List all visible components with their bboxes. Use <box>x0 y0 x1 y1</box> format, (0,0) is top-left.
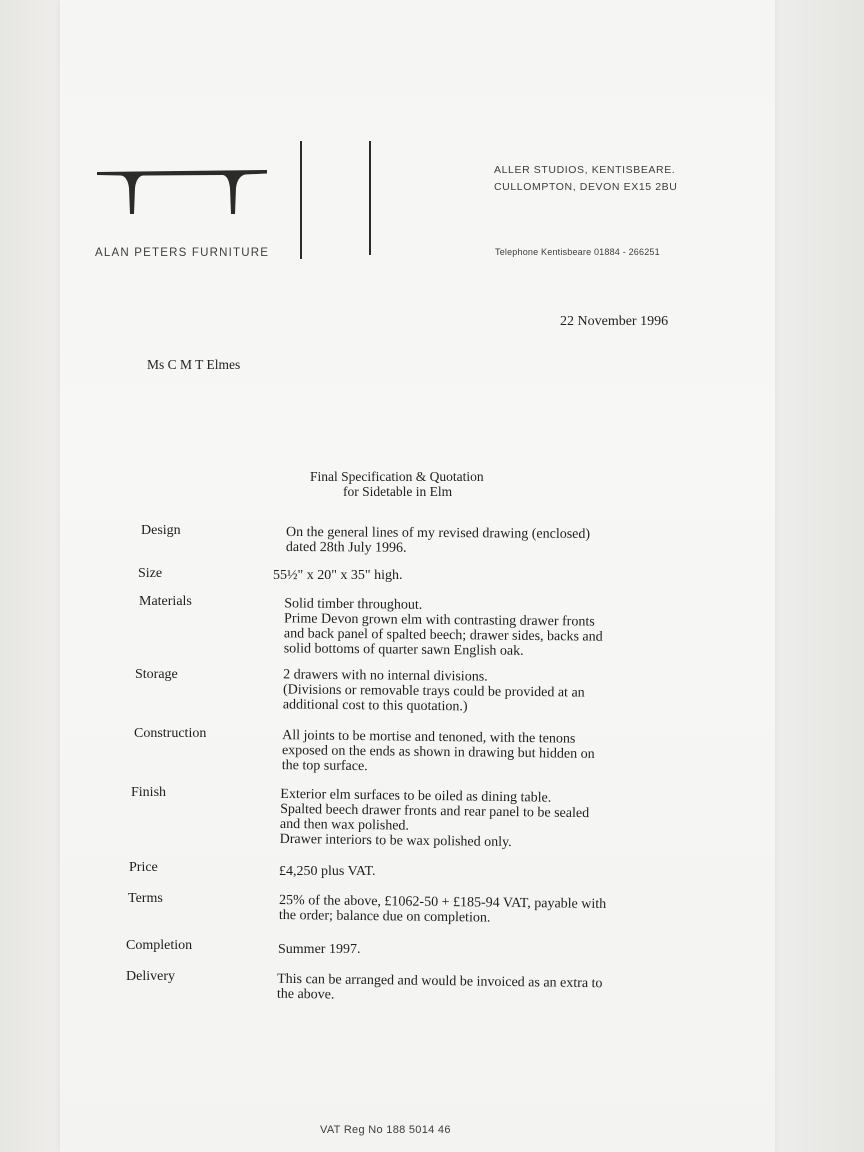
spec-line: Drawer interiors to be wax polished only. <box>279 831 512 851</box>
spec-label-size: Size <box>138 566 163 581</box>
spec-line: £4,250 plus VAT. <box>279 864 376 879</box>
address-line-1: ALLER STUDIOS, KENTISBEARE. <box>494 164 676 176</box>
telephone-number: Telephone Kentisbeare 01884 - 266251 <box>495 247 660 257</box>
spec-line: additional cost to this quotation.) <box>282 697 468 715</box>
spec-value-design <box>286 525 590 557</box>
letterhead-divider-right <box>369 141 371 255</box>
spec-value-finish <box>280 787 590 851</box>
spec-label-materials: Materials <box>139 594 192 609</box>
spec-line: and back panel of spalted beech; drawer sides, backs and <box>283 626 603 645</box>
spec-line: the order; balance due on completion. <box>278 908 491 926</box>
spec-label-storage: Storage <box>135 667 178 682</box>
spec-line: the top surface. <box>281 758 368 775</box>
spec-line: 55½" x 20" x 35" high. <box>273 568 403 583</box>
letterhead-divider-left <box>300 141 302 259</box>
spec-label-completion: Completion <box>126 938 193 953</box>
address-line-2: CULLOMPTON, DEVON EX15 2BU <box>494 181 678 193</box>
spec-label-construction: Construction <box>134 726 207 741</box>
spec-value-price <box>279 864 375 879</box>
spec-line: Exterior elm surfaces to be oiled as dining table. <box>280 786 552 806</box>
spec-line: Spalted beech drawer fronts and rear panel to be sealed <box>280 801 590 822</box>
spec-line: Summer 1997. <box>278 942 361 957</box>
spec-label-delivery: Delivery <box>126 969 175 984</box>
spec-label-price: Price <box>129 860 158 875</box>
vat-registration: VAT Reg No 188 5014 46 <box>320 1124 451 1136</box>
spec-line: On the general lines of my revised drawing (enclosed) <box>286 524 591 543</box>
spec-line: Solid timber throughout. <box>284 596 423 613</box>
spec-line: and then wax polished. <box>279 816 410 834</box>
spec-value-terms <box>279 893 606 927</box>
recipient-name: Ms C M T Elmes <box>147 357 241 372</box>
spec-line: Prime Devon grown elm with contrasting drawer fronts <box>284 611 595 630</box>
letter-date: 22 November 1996 <box>560 314 669 329</box>
spec-label-design: Design <box>141 523 181 538</box>
spec-line: dated 28th July 1996. <box>285 539 407 556</box>
spec-value-completion <box>278 942 360 957</box>
spec-line: exposed on the ends as shown in drawing but hidden on <box>281 743 595 762</box>
company-name: ALAN PETERS FURNITURE <box>95 247 270 259</box>
spec-value-materials <box>284 596 603 659</box>
document-title: Final Specification & Quotation <box>310 469 484 484</box>
spec-line: (Divisions or removable trays could be provided at an <box>282 682 585 701</box>
spec-value-storage <box>283 667 585 715</box>
spec-line: 25% of the above, £1062-50 + £185-94 VAT, payable with <box>279 893 607 912</box>
spec-line: All joints to be mortise and tenoned, with the tenons <box>282 728 576 747</box>
spec-label-terms: Terms <box>128 891 163 906</box>
spec-label-finish: Finish <box>131 785 167 800</box>
spec-value-construction <box>282 728 595 777</box>
spec-line: 2 drawers with no internal divisions. <box>283 667 488 685</box>
table-silhouette-icon <box>95 168 270 218</box>
spec-line: the above. <box>276 986 335 1003</box>
document-subtitle: for Sidetable in Elm <box>343 484 453 499</box>
spec-line: This can be arranged and would be invoiced as an extra to <box>277 971 603 992</box>
spec-value-size <box>273 568 403 583</box>
spec-line: solid bottoms of quarter sawn English oak. <box>283 641 524 659</box>
spec-value-delivery <box>277 972 603 1007</box>
